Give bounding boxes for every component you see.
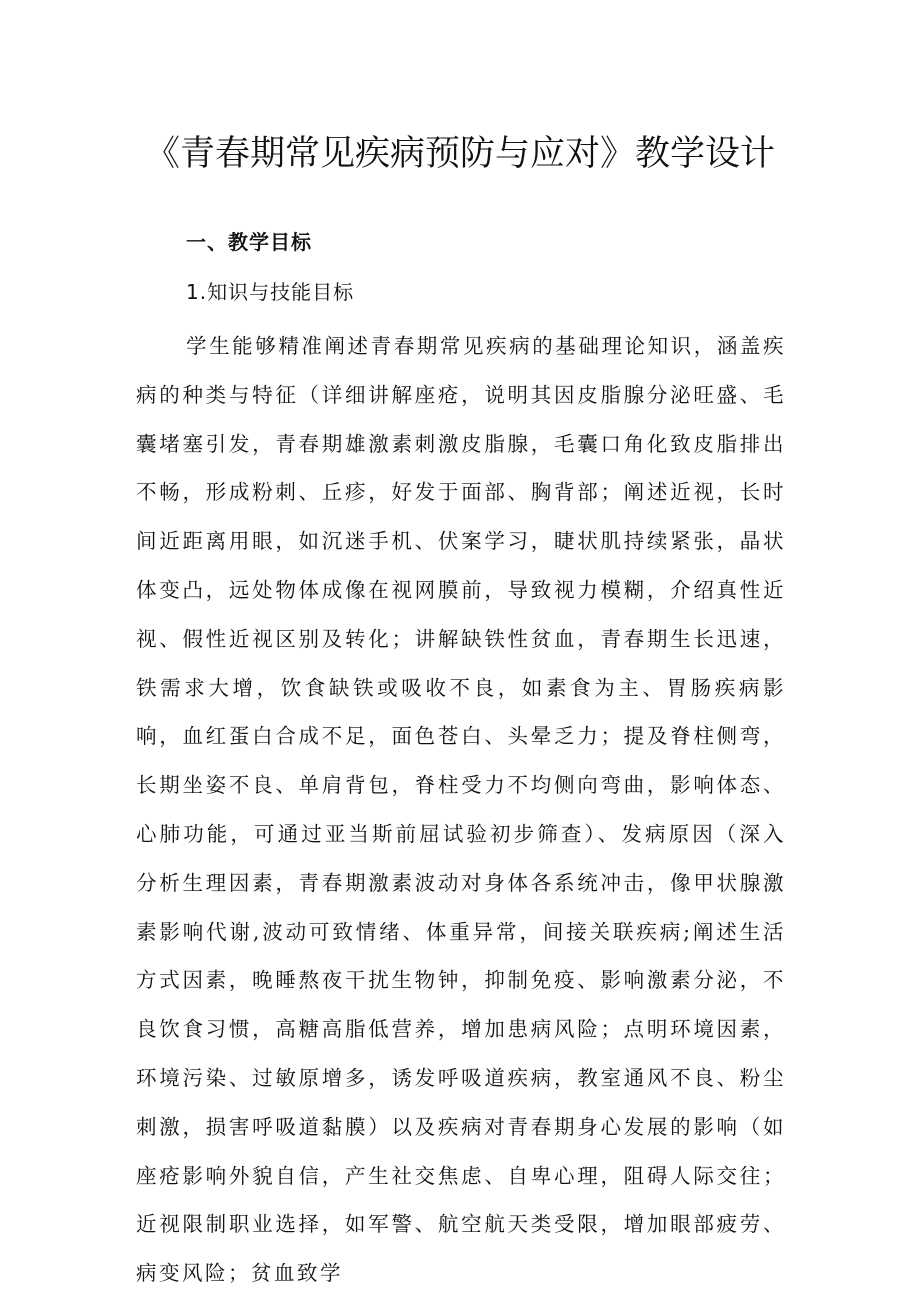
sub-heading-knowledge-skills: 1.知识与技能目标: [186, 280, 355, 304]
body-paragraph: 学生能够精准阐述青春期常见疾病的基础理论知识，涵盖疾病的种类与特征（详细讲解座疮，说明其因皮脂腺分泌旺盛、毛囊堵塞引发，青春期雄激素刺激皮脂腺，毛囊口角化致皮脂排出不畅，形成粉刺、丘疹，好发于面部、胸背部；阐述近视，长时间近距离用眼，如沉迷手机、伏案学习，睫状肌持续紧张，晶状体变凸，远处物体成像在视网膜前，导致视力模糊，介绍真性近视、假性近视区别及转化；讲解缺铁性贫血，青春期生长迅速，铁需求大增，饮食缺铁或吸收不良，如素食为主、胃肠疾病影响，血红蛋白合成不足，面色苍白、头晕乏力；提及脊柱侧弯，长期坐姿不良、单肩背包，脊柱受力不均侧向弯曲，影响体态、心肺功能，可通过亚当斯前屈试验初步筛查）、发病原因（深入分析生理因素，青春期激素波动对身体各系统冲击，像甲状腺激素影响代谢,波动可致情绪、体重异常，间接关联疾病;阐述生活方式因素，晚睡熬夜干扰生物钟，抑制免疫、影响激素分泌，不良饮食习惯，高糖高脂低营养，增加患病风险；点明环境因素，环境污染、过敏原增多，诱发呼吸道疾病，教室通风不良、粉尘刺激，损害呼吸道黏膜）以及疾病对青春期身心发展的影响（如座疮影响外貌自信，产生社交焦虑、自卑心理，阻碍人际交往；近视限制职业选择，如军警、航空航天类受限，增加眼部疲劳、病变风险；贫血致学: [136, 334, 786, 1286]
section-heading-teaching-goals: 一、教学目标: [186, 230, 312, 254]
document-title: 《青春期常见疾病预防与应对》教学设计: [144, 134, 775, 174]
